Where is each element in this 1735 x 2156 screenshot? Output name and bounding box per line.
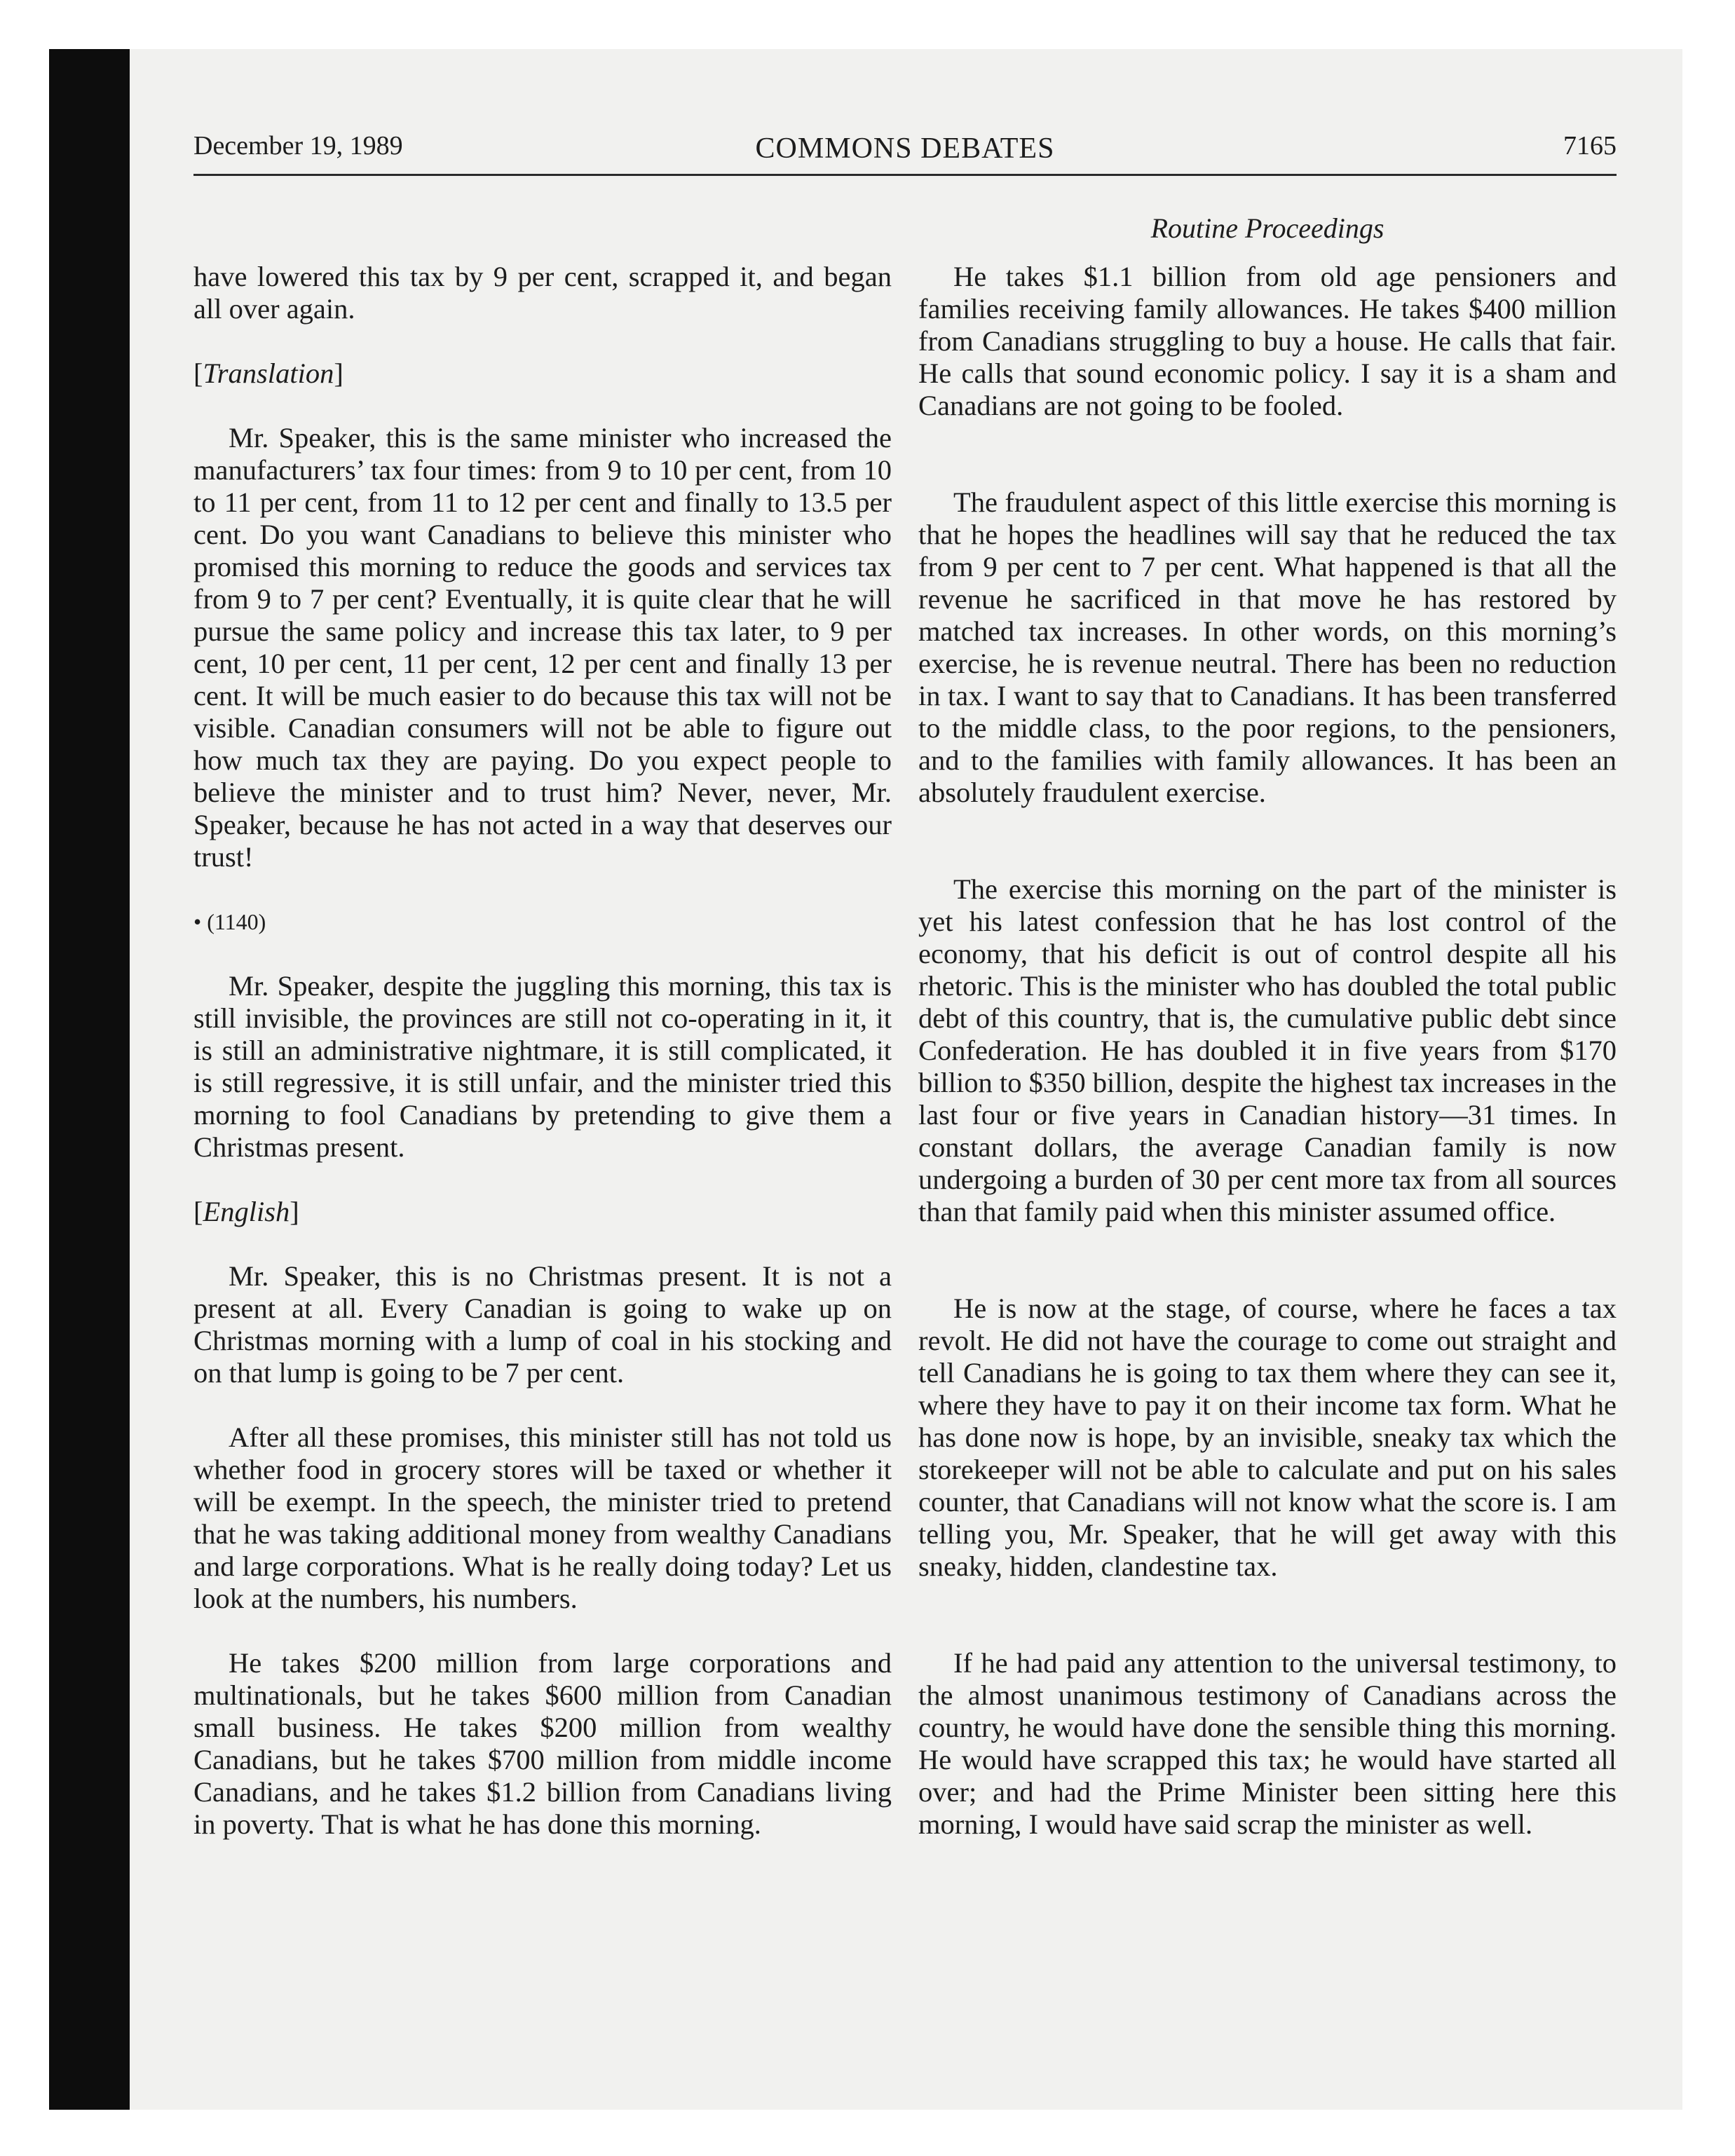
header-title: COMMONS DEBATES xyxy=(755,132,1055,165)
language-tag-translation: [Translation] xyxy=(193,357,343,389)
paragraph: have lowered this tax by 9 per cent, scrapped it, and began all over again. xyxy=(193,261,892,325)
left-column xyxy=(193,261,892,1841)
language-tag-english: [English] xyxy=(193,1196,299,1227)
page-header xyxy=(193,125,1617,176)
binding-edge xyxy=(49,49,130,2110)
page-number: 7165 xyxy=(1563,131,1617,161)
section-heading: Routine Proceedings xyxy=(1150,212,1384,244)
paragraph: The exercise this morning on the part of the minister is yet his latest confession that he has lost control of the economy, that his deficit is out of control despite all his rhetoric. This is the minister who has doubled the total public debt of this country, that is, the cumulative public debt since Confederation. He has doubled it in five years from $170 billion to $350 billion, despite the highest tax increases in the last four or five years in Canadian history—31 times. In constant dollars, the average Canadian family is now undergoing a burden of 30 per cent more tax from all sources than that family paid when this minister assumed office. xyxy=(918,873,1617,1227)
paragraph: Mr. Speaker, this is the same minister who increased the manufacturers’ tax four times: from 9 to 10 per cent, from 10 to 11 per cent, from 11 to 12 per cent and finally to 13.5 per cent. Do you want Canadians to believe this minister who promised this morning to reduce the goods and services tax from 9 to 7 per cent? Eventually, it is quite clear that he will pursue the same policy and increase this tax later, to 9 per cent, 10 per cent, 11 per cent, 12 per cent and finally 13 per cent. It will be much easier to do because this tax will not be visible. Canadian consumers will not be able to figure out how much tax they are paying. Do you expect people to believe the minister and to trust him? Never, never, Mr. Speaker, because he has not acted in a way that deserves our trust! xyxy=(193,422,892,873)
paragraph: If he had paid any attention to the universal testimony, to the almost unanimous testimony of Canadians across the country, he would have done the sensible thing this morning. He would have scrapped this tax; he would have started all over; and had the Prime Minister been sitting here this morning, I would have said scrap the minister as well. xyxy=(918,1647,1617,1840)
paragraph: Mr. Speaker, despite the juggling this morning, this tax is still invisible, the provinces are still not co-operating in it, it is still an administrative nightmare, it is still complicated, it is still regressive, it is still unfair, and the minister tried this morning to fool Canadians by pretending to give them a Christmas present. xyxy=(193,970,892,1163)
right-column xyxy=(918,261,1617,1841)
paragraph: The fraudulent aspect of this little exercise this morning is that he hopes the headlines will say that he reduced the tax from 9 per cent to 7 per cent. What happened is that all the revenue he sacrificed in that move he has restored by matched tax increases. In other words, on this morning’s exercise, he is revenue neutral. There has been no reduction in tax. I want to say that to Canadians. It has been transferred to the middle class, to the poor regions, to the pensioners, and to the families with family allowances. It has been an absolutely fraudulent exercise. xyxy=(918,486,1617,808)
header-date: December 19, 1989 xyxy=(193,131,403,161)
paragraph: He takes $200 million from large corporations and multinationals, but he takes $600 million from Canadian small business. He takes $200 million from wealthy Canadians, but he takes $700 million from middle income Canadians, and he takes $1.2 billion from Canadians living in poverty. That is what he has done this morning. xyxy=(193,1647,892,1840)
paragraph: He is now at the stage, of course, where he faces a tax revolt. He did not have the courage to come out straight and tell Canadians he is going to tax them where they can see it, where they have to pay it on their income tax form. What he has done now is hope, by an invisible, sneaky tax which the storekeeper will not be able to calculate and put on his sales counter, that Canadians will not know what the score is. I am telling you, Mr. Speaker, that he will get away with this sneaky, hidden, clandestine tax. xyxy=(918,1292,1617,1582)
paragraph: After all these promises, this minister still has not told us whether food in grocery stores will be taxed or whether it will be exempt. In the speech, the minister tried to pretend that he was taking additional money from wealthy Canadians and large corporations. What is he really doing today? Let us look at the numbers, his numbers. xyxy=(193,1421,892,1614)
paragraph: Mr. Speaker, this is no Christmas present. It is not a present at all. Every Canadian is going to wake up on Christmas morning with a lump of coal in his stocking and on that lump is going to be 7 per cent. xyxy=(193,1260,892,1389)
time-marker: • (1140) xyxy=(193,909,266,934)
paragraph: He takes $1.1 billion from old age pensioners and families receiving family allowances. He takes $400 million from Canadians struggling to buy a house. He calls that fair. He calls that sound economic policy. I say it is a sham and Canadians are not going to be fooled. xyxy=(918,261,1617,421)
